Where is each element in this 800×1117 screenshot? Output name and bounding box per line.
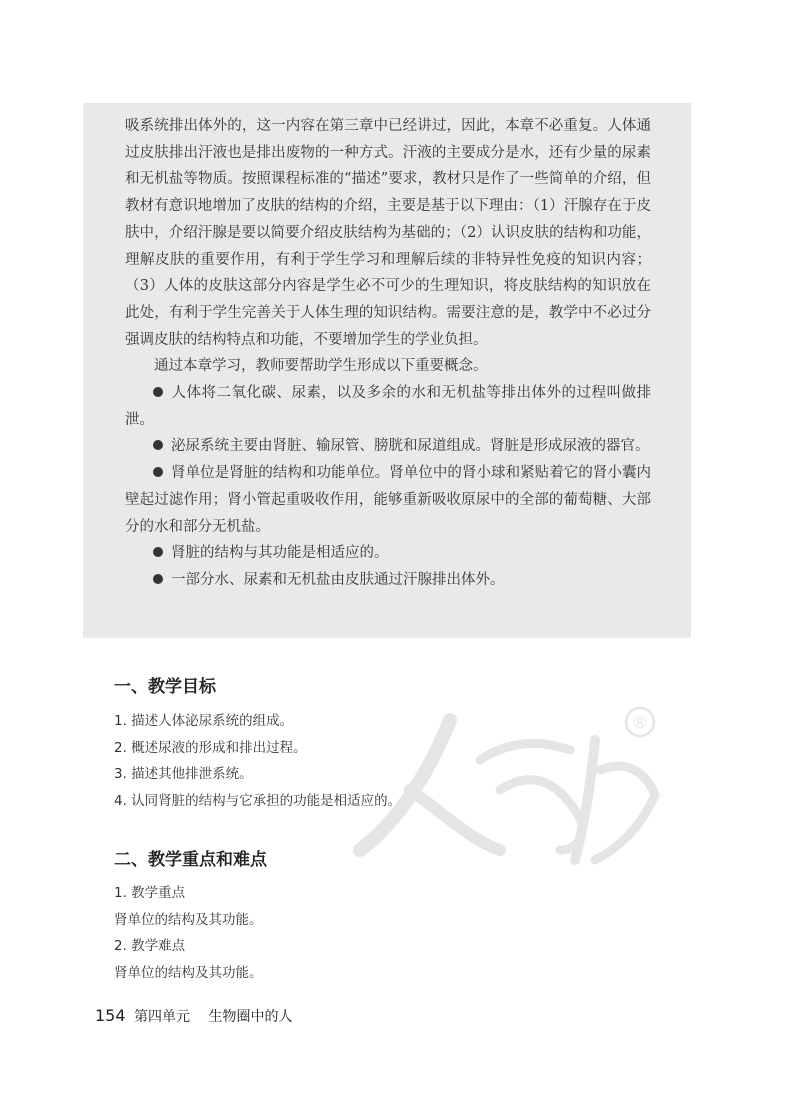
concept-text: 一部分水、尿素和无机盐由皮肤通过汗腺排出体外。 <box>171 571 505 588</box>
key-points-block <box>114 880 263 986</box>
difficulty-label: 2. 教学难点 <box>114 938 186 954</box>
difficulty-text: 肾单位的结构及其功能。 <box>114 964 263 981</box>
list-item: 3. 描述其他排泄系统。 <box>114 766 253 782</box>
registered-mark: ® <box>632 713 648 732</box>
concept-bullet <box>125 460 651 540</box>
list-item: 4. 认同肾脏的结构与它承担的功能是相适应的。 <box>114 792 402 809</box>
teaching-goals-list <box>114 708 401 814</box>
shaded-text-box <box>83 103 691 638</box>
concept-bullet <box>125 433 651 460</box>
bullet-icon <box>153 387 163 397</box>
bullet-icon <box>153 440 163 450</box>
concept-bullet <box>125 567 651 594</box>
list-item: 1. 描述人体泌尿系统的组成。 <box>114 713 294 729</box>
page-number: 154 <box>95 1006 126 1025</box>
chapter-label: 生物圈中的人 <box>208 1009 293 1025</box>
bullet-icon <box>153 574 163 584</box>
focus-label: 1. 教学重点 <box>114 885 186 901</box>
concept-text: 泌尿系统主要由肾脏、输尿管、膀胱和尿道组成。肾脏是形成尿液的器官。 <box>171 438 650 455</box>
focus-text: 肾单位的结构及其功能。 <box>114 911 263 928</box>
concept-text: 肾脏的结构与其功能是相适应的。 <box>171 545 389 562</box>
box-paragraph-intro: 通过本章学习，教师要帮助学生形成以下重要概念。 <box>154 358 488 375</box>
bullet-icon <box>153 547 163 557</box>
section-heading-key-points: 二、教学重点和难点 <box>114 850 267 870</box>
page-footer <box>95 1006 292 1026</box>
concept-text: 人体将二氧化碳、尿素，以及多余的水和无机盐等排出体外的过程叫做排泄。 <box>125 385 651 428</box>
section-heading-teaching-goals: 一、教学目标 <box>114 677 216 697</box>
box-paragraph: 吸系统排出体外的，这一内容在第三章中已经讲过，因此，本章不必重复。人体通过皮肤排出汗液也是排出废物的一种方式。汗液的主要成分是水，还有少量的尿素和无机盐等物质。按照课程标准的“描述”要求，教材只是作了一些简单的介绍，但教材有意识地增加了皮肤的结构的介绍，主要是基于以下理由：（1）汗腺存在于皮肤中，介绍汗腺是要以简要介绍皮肤结构为基础的；（2）认识皮肤的结构和功能，理解皮肤的重要作用，有利于学生学习和理解后续的非特异性免疫的知识内容；（3）人体的皮肤这部分内容是学生必不可少的生理知识，将皮肤结构的知识放在此处，有利于学生完善关于人体生理的知识结构。需要注意的是，教学中不必过分强调皮肤的结构特点和功能，不要增加学生的学业负担。 <box>125 118 651 348</box>
unit-label: 第四单元 <box>134 1009 190 1025</box>
concept-text: 肾单位是肾脏的结构和功能单位。肾单位中的肾小球和紧贴着它的肾小囊内壁起过滤作用；肾小管起重吸收作用，能够重新吸收原尿中的全部的葡萄糖、大部分的水和部分无机盐。 <box>125 465 651 535</box>
bullet-icon <box>153 467 163 477</box>
concept-bullet <box>125 380 651 433</box>
list-item: 2. 概述尿液的形成和排出过程。 <box>114 739 307 756</box>
concept-bullet <box>125 540 651 567</box>
